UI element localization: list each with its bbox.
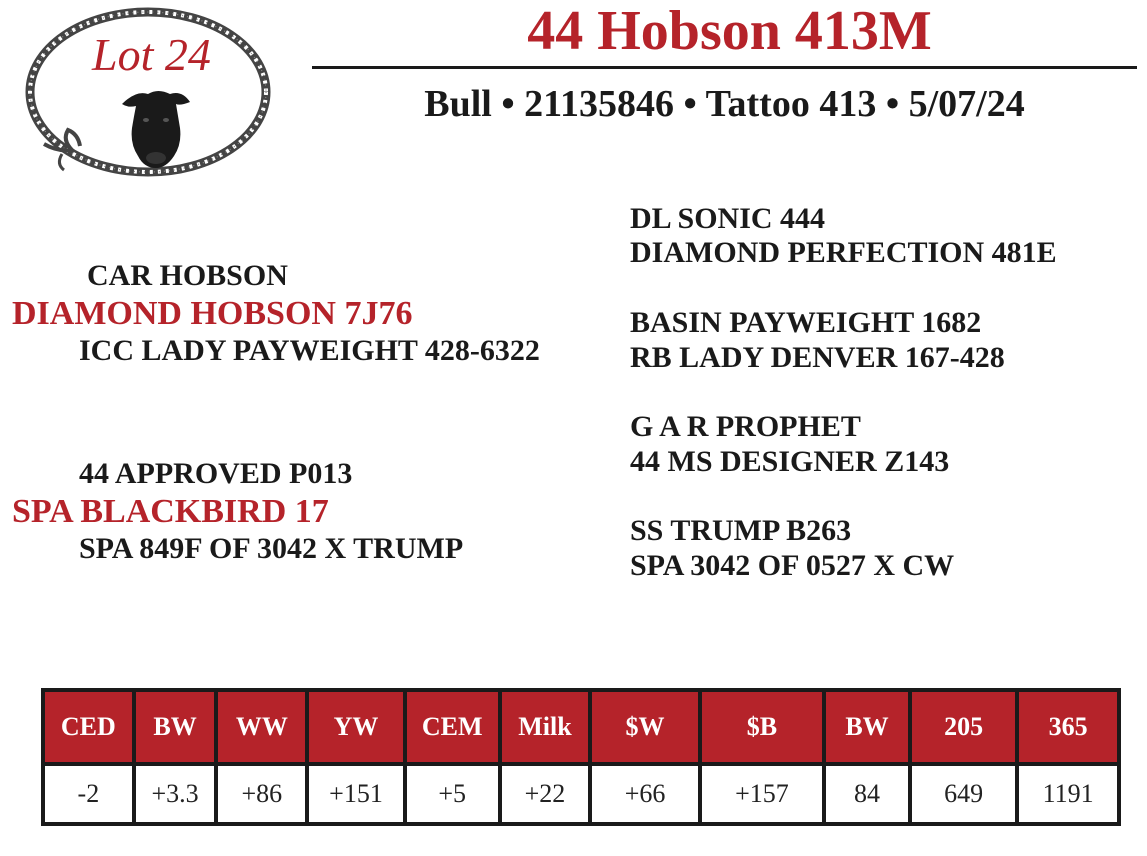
epd-value-milk: +22 — [500, 764, 591, 824]
epd-value-yw: +151 — [307, 764, 405, 824]
sire: DIAMOND HOBSON 7J76 — [12, 295, 413, 332]
dam-dam-sire: SS TRUMP B263 — [630, 514, 852, 547]
sire-sire-sire: DL SONIC 444 — [630, 202, 826, 235]
epd-value-ced: -2 — [43, 764, 134, 824]
lot-number: Lot 24 — [92, 29, 211, 80]
animal-name-title: 44 Hobson 413M — [527, 0, 932, 62]
epd-value-cem: +5 — [405, 764, 500, 824]
dam: SPA BLACKBIRD 17 — [12, 493, 329, 530]
sire-dam: ICC LADY PAYWEIGHT 428-6322 — [79, 334, 540, 367]
epd-header-bw: BW — [134, 690, 217, 764]
header-divider — [312, 66, 1137, 69]
epd-header-row — [43, 690, 1119, 764]
dam-sire-sire: G A R PROPHET — [630, 410, 861, 443]
bull-head-icon — [118, 84, 194, 170]
lot-logo — [22, 4, 278, 184]
epd-value-205: 649 — [910, 764, 1017, 824]
epd-header-actual-bw: BW — [824, 690, 910, 764]
epd-header-dollar-b: $B — [700, 690, 824, 764]
epd-header-cem: CEM — [405, 690, 500, 764]
epd-value-dollar-w: +66 — [590, 764, 699, 824]
epd-header-dollar-w: $W — [590, 690, 699, 764]
epd-header-milk: Milk — [500, 690, 591, 764]
epd-value-actual-bw: 84 — [824, 764, 910, 824]
epd-value-ww: +86 — [216, 764, 307, 824]
epd-header-205: 205 — [910, 690, 1017, 764]
sire-sire: CAR HOBSON — [87, 259, 288, 292]
sire-dam-sire: BASIN PAYWEIGHT 1682 — [630, 306, 982, 339]
epd-header-ced: CED — [43, 690, 134, 764]
epd-value-row — [43, 764, 1119, 824]
dam-sire-dam: 44 MS DESIGNER Z143 — [630, 445, 950, 478]
epd-value-365: 1191 — [1017, 764, 1119, 824]
animal-info-subtitle: Bull • 21135846 • Tattoo 413 • 5/07/24 — [424, 83, 1025, 125]
dam-sire: 44 APPROVED P013 — [79, 457, 353, 490]
epd-value-dollar-b: +157 — [700, 764, 824, 824]
sire-dam-dam: RB LADY DENVER 167-428 — [630, 341, 1005, 374]
dam-dam-dam: SPA 3042 OF 0527 X CW — [630, 549, 955, 582]
epd-header-yw: YW — [307, 690, 405, 764]
dam-dam: SPA 849F OF 3042 X TRUMP — [79, 532, 464, 565]
epd-table — [41, 688, 1121, 826]
epd-header-ww: WW — [216, 690, 307, 764]
epd-header-365: 365 — [1017, 690, 1119, 764]
sire-sire-dam: DIAMOND PERFECTION 481E — [630, 236, 1057, 269]
epd-value-bw: +3.3 — [134, 764, 217, 824]
